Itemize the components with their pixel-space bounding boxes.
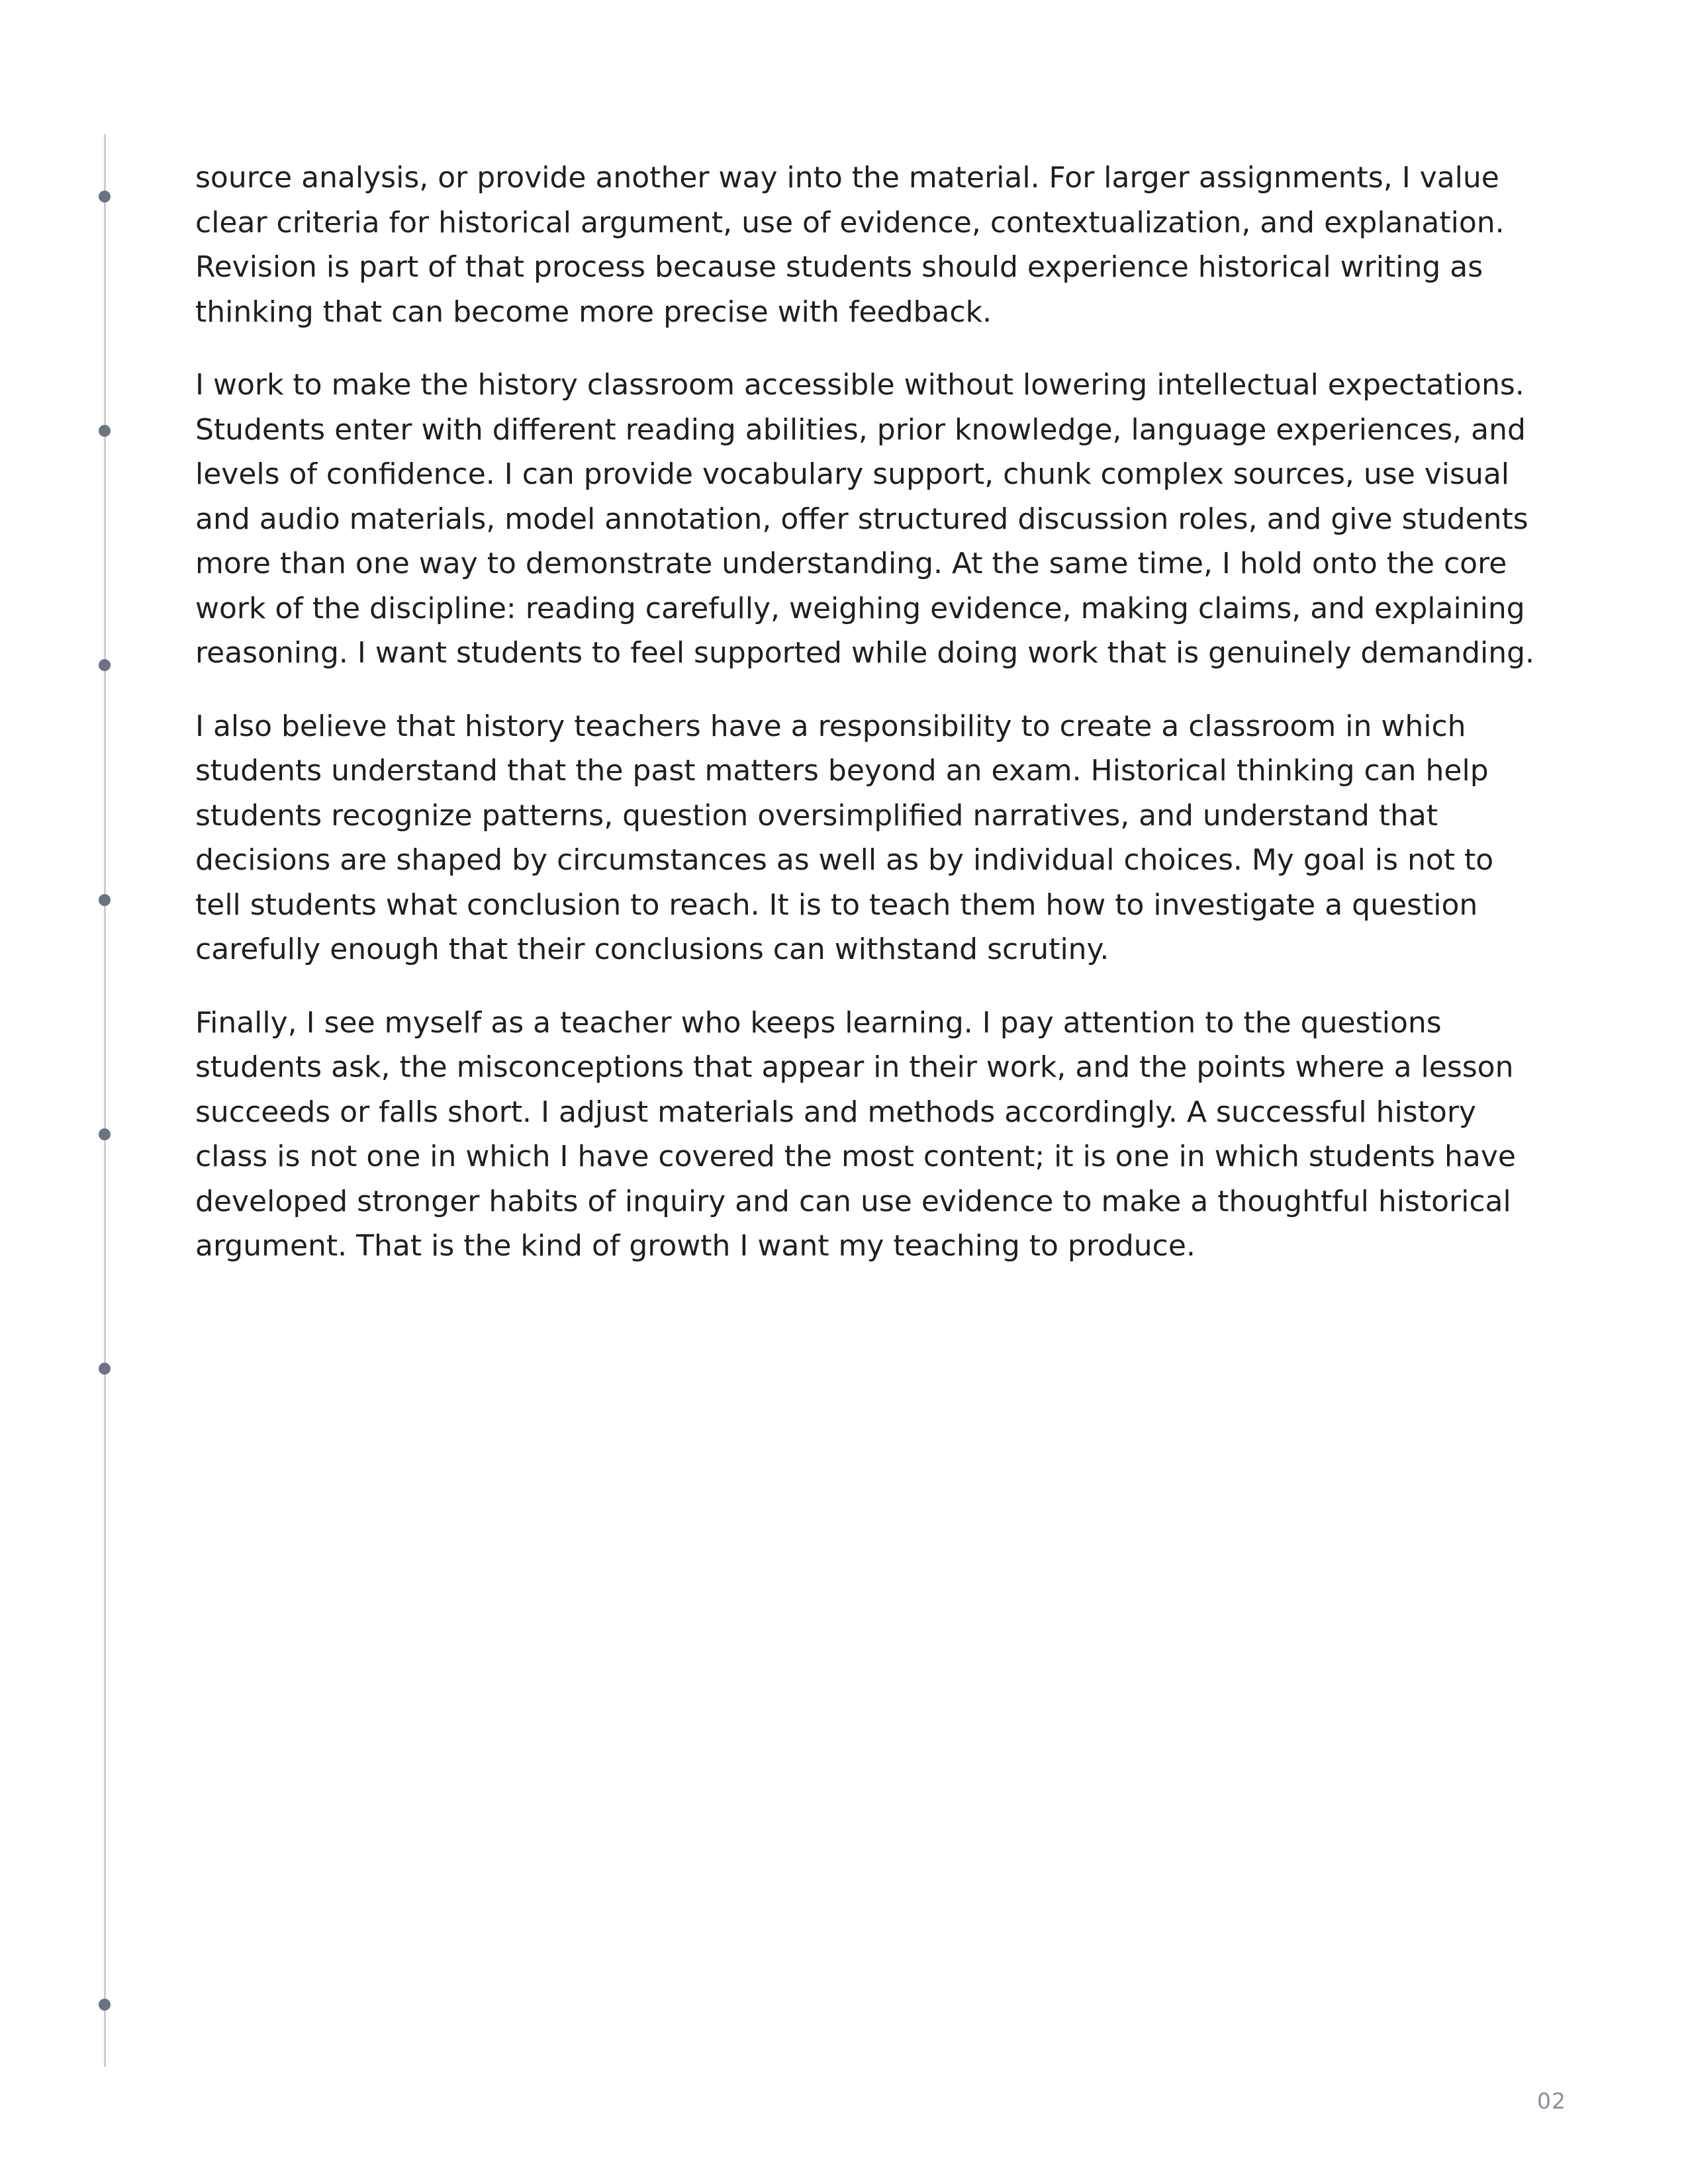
timeline-dot-5 <box>99 1128 111 1140</box>
page-number: 02 <box>1537 2088 1566 2114</box>
paragraph-3: I also believe that history teachers have a responsibility to create a classroom in which students understand that the past matters beyond an exam. Historical thinking can help students recognize patterns, question oversimplified narratives, and understand that decisions are shaped by circumstances as well as by individual choices. My goal is not to tell students what conclusion to reach. It is to teach them how to investigate a question carefully enough that their conclusions can withstand scrutiny. <box>195 709 1494 966</box>
paragraph-2: I work to make the history classroom accessible without lowering intellectual expectations. Students enter with different reading abilities, prior knowledge, language experiences, and levels of confidence. I can provide vocabulary support, chunk complex sources, use visual and audio materials, model annotation, offer structured discussion roles, and give students more than one way to demonstrate understanding. At the same time, I hold onto the core work of the discipline: reading carefully, weighing evidence, making claims, and explaining reasoning. I want students to feel supported while doing work that is genuinely demanding. <box>195 368 1535 670</box>
paragraph-1: source analysis, or provide another way into the material. For larger assignments, I value clear criteria for historical argument, use of evidence, contextualization, and explanation. Revision is part of that process because students should experience historical writing as thinking that can become more precise with feedback. <box>195 161 1505 329</box>
timeline-dot-7 <box>99 1999 111 2011</box>
paragraph-4: Finally, I see myself as a teacher who keeps learning. I pay attention to the questions students ask, the misconceptions that appear in their work, and the points where a lesson succeeds or falls short. I adjust materials and methods accordingly. A successful history class is not one in which I have covered the most content; it is one in which students have developed stronger habits of inquiry and can use evidence to make a thoughtful historical argument. That is the kind of growth I want my teaching to produce. <box>195 1005 1516 1263</box>
timeline-rail <box>104 134 106 2067</box>
timeline-dot-1 <box>99 191 111 203</box>
timeline-dot-2 <box>99 425 111 437</box>
timeline-dot-3 <box>99 659 111 671</box>
timeline-dot-4 <box>99 894 111 906</box>
timeline-dot-6 <box>99 1363 111 1375</box>
document-body <box>195 156 1566 1297</box>
